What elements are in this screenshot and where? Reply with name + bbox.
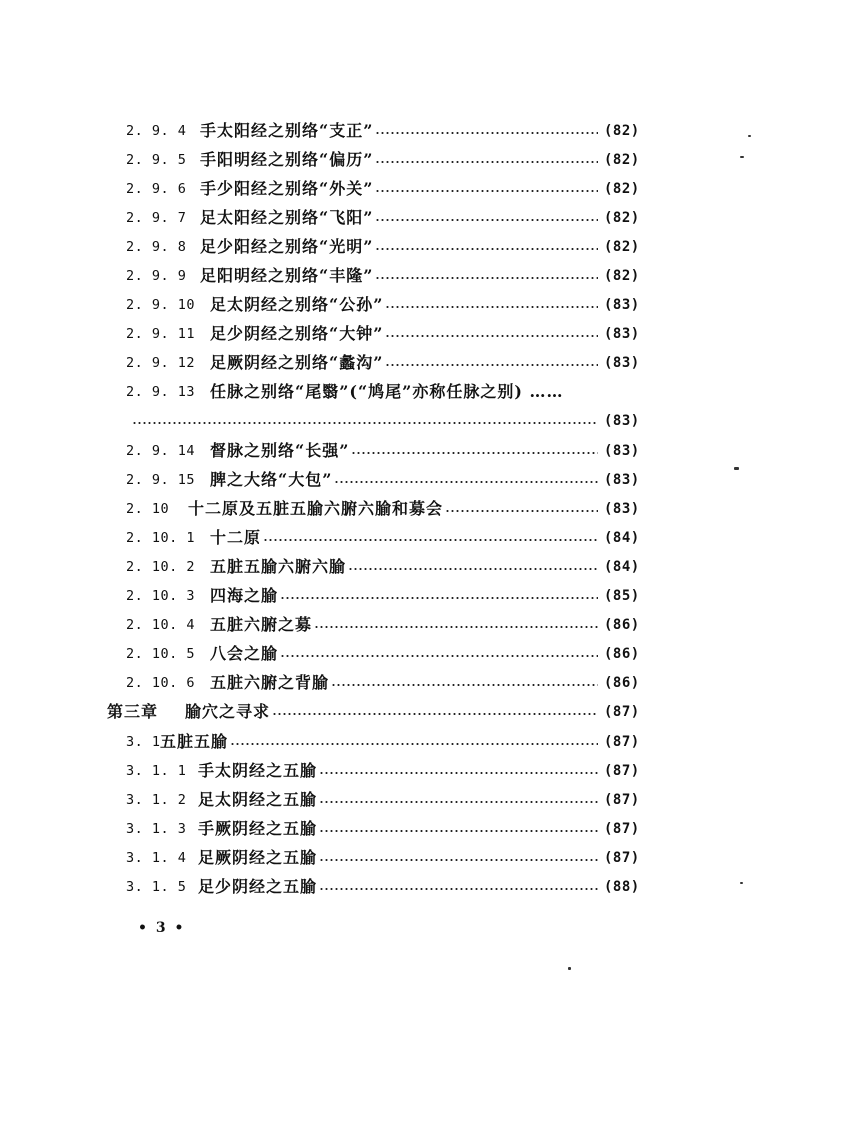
dot-leader [319,772,598,774]
toc-entry-title: 足少阴经之别络“大钟” [210,324,384,344]
toc-entry-title: 十二原及五脏五腧六腑六腧和募会 [188,498,444,518]
toc-entry-page: (88) [604,878,640,895]
toc-entry-page: (83) [604,297,640,314]
dot-leader [331,684,598,686]
dot-leader [280,597,598,599]
toc-entry-number: 2. 9. 10 [126,297,196,314]
toc-entry-title: 五脏五腧 [160,731,229,751]
toc-entry[interactable] [0,756,866,785]
toc-entry-title: 四海之腧 [210,586,279,606]
dot-leader [319,830,598,832]
chapter-title: 腧穴之寻求 [185,702,271,722]
toc-entry-number: 2. 10. 4 [126,617,196,634]
toc-entry[interactable] [0,552,866,581]
toc-entry[interactable] [0,669,866,698]
toc-entry-page: (86) [604,617,640,634]
toc-entry-number: 3. 1 [126,733,161,750]
toc-entry-continuation[interactable] [0,407,866,436]
toc-entry[interactable] [0,174,866,203]
toc-entry-title: 足太阴经之别络“公孙” [210,295,384,315]
toc-entry-title: 督脉之别络“长强” [210,440,350,460]
scan-speck [740,882,743,884]
toc-entry-title: 手太阳经之别络“支正” [200,120,374,140]
toc-entry-page: (82) [604,238,640,255]
toc-entry-number: 2. 9. 7 [126,209,187,226]
toc-entry[interactable] [0,523,866,552]
toc-entry-title: 足厥阴经之别络“蠡沟” [210,353,384,373]
dot-leader [132,422,598,424]
toc-entry-title: 足少阴经之五腧 [198,876,318,896]
toc-entry-page: (84) [604,529,640,546]
toc-entry-number: 2. 9. 15 [126,471,196,488]
scan-speck [568,967,571,970]
toc-entry-page: (82) [604,122,640,139]
toc-entry[interactable] [0,582,866,611]
toc-entry-number: 2. 9. 11 [126,326,196,343]
toc-entry-page: (86) [604,675,640,692]
toc-entry-title: 手厥阴经之五腧 [198,818,318,838]
toc-entry-title: 十二原 [210,527,262,547]
dot-leader [375,248,598,250]
dot-leader [280,655,598,657]
toc-entry[interactable] [0,843,866,872]
toc-entry-page: (84) [604,558,640,575]
toc-entry-number: 2. 9. 12 [126,355,196,372]
toc-entry[interactable] [0,436,866,465]
toc-entry-title: 足阳明经之别络“丰隆” [200,266,374,286]
toc-entry-number: 2. 9. 5 [126,151,187,168]
toc-entry-title: 五脏六腑之募 [210,615,313,635]
toc-entry-page: (83) [604,355,640,372]
dot-leader [375,190,598,192]
toc-entry[interactable] [0,232,866,261]
dot-leader [375,277,598,279]
toc-entry-title: 手少阳经之别络“外关” [200,178,374,198]
toc-entry[interactable] [0,145,866,174]
toc-entry-number: 2. 9. 14 [126,442,196,459]
dot-leader [375,219,598,221]
toc-entry[interactable] [0,261,866,290]
toc-entry-number: 3. 1. 3 [126,820,187,837]
dot-leader [319,801,598,803]
toc-chapter-entry[interactable] [0,698,866,727]
toc-entry-page: (83) [604,442,640,459]
toc-entry-number: 2. 10. 5 [126,646,196,663]
toc-entry[interactable] [0,872,866,901]
dot-leader [375,132,598,134]
toc-entry-number: 2. 10. 3 [126,588,196,605]
dot-leader [445,510,598,512]
scan-speck [748,135,751,137]
toc-entry-number: 3. 1. 1 [126,762,187,779]
toc-entry-title: 任脉之别络“尾翳”(“鸠尾”亦称任脉之别) …… [210,382,564,402]
toc-entry[interactable] [0,378,866,407]
page-number: • 3 • [138,920,186,936]
dot-leader [319,888,598,890]
toc-entry-number: 2. 9. 8 [126,238,187,255]
dot-leader [272,713,598,715]
toc-entry-page: (82) [604,180,640,197]
dot-leader [385,306,598,308]
toc-entry-page: (87) [604,791,640,808]
toc-entry[interactable] [0,727,866,756]
toc-entry-title: 五脏六腑之背腧 [210,673,330,693]
toc-entry[interactable] [0,814,866,843]
toc-entry-number: 2. 10. 2 [126,558,196,575]
toc-entry-title: 手太阴经之五腧 [198,760,318,780]
toc-entry-number: 3. 1. 2 [126,791,187,808]
toc-entry-title: 八会之腧 [210,644,279,664]
toc-entry[interactable] [0,291,866,320]
toc-entry-page: (87) [604,704,640,721]
toc-entry-page: (83) [604,326,640,343]
toc-entry-number: 2. 10. 1 [126,529,196,546]
toc-entry-title: 足太阴经之五腧 [198,789,318,809]
dot-leader [385,364,598,366]
toc-entry[interactable] [0,349,866,378]
dot-leader [375,161,598,163]
toc-entry-page: (83) [604,413,640,430]
toc-entry-title: 手阳明经之别络“偏历” [200,149,374,169]
dot-leader [263,539,598,541]
toc-entry[interactable] [0,640,866,669]
dot-leader [334,481,598,483]
toc-entry-page: (87) [604,733,640,750]
toc-entry-page: (82) [604,209,640,226]
toc-entry-number: 3. 1. 5 [126,878,187,895]
toc-entry-page: (86) [604,646,640,663]
toc-entry[interactable] [0,116,866,145]
toc-entry-number: 2. 9. 6 [126,180,187,197]
scan-speck [734,467,739,470]
dot-leader [348,568,598,570]
toc-entry-title: 足少阳经之别络“光明” [200,236,374,256]
toc-entry-title: 足太阳经之别络“飞阳” [200,207,374,227]
toc-entry-page: (82) [604,268,640,285]
toc-entry-number: 2. 10. 6 [126,675,196,692]
toc-entry-page: (83) [604,471,640,488]
toc-entry-number: 2. 9. 9 [126,268,187,285]
toc-entry-page: (87) [604,820,640,837]
toc-entry[interactable] [0,494,866,523]
toc-entry-title: 五脏五腧六腑六腧 [210,556,347,576]
toc-entry-page: (82) [604,151,640,168]
toc-entry-title: 脾之大络“大包” [210,469,333,489]
dot-leader [351,452,598,454]
toc-entry[interactable] [0,320,866,349]
dot-leader [319,859,598,861]
toc-entry-number: 2. 9. 4 [126,122,187,139]
dot-leader [314,626,598,628]
toc-entry[interactable] [0,203,866,232]
scan-speck [740,156,744,158]
toc-entry-page: (85) [604,588,640,605]
toc-entry[interactable] [0,611,866,640]
toc-entry-number: 2. 9. 13 [126,384,196,401]
toc-entry-number: 3. 1. 4 [126,849,187,866]
toc-entry-number: 2. 10 [126,500,170,517]
toc-entry-page: (87) [604,849,640,866]
toc-entry-page: (87) [604,762,640,779]
toc-entry[interactable] [0,785,866,814]
dot-leader [230,743,598,745]
toc-entry-page: (83) [604,500,640,517]
toc-entry-title: 足厥阴经之五腧 [198,847,318,867]
dot-leader [385,335,598,337]
chapter-number: 第三章 [107,702,159,722]
table-of-contents [0,116,866,902]
